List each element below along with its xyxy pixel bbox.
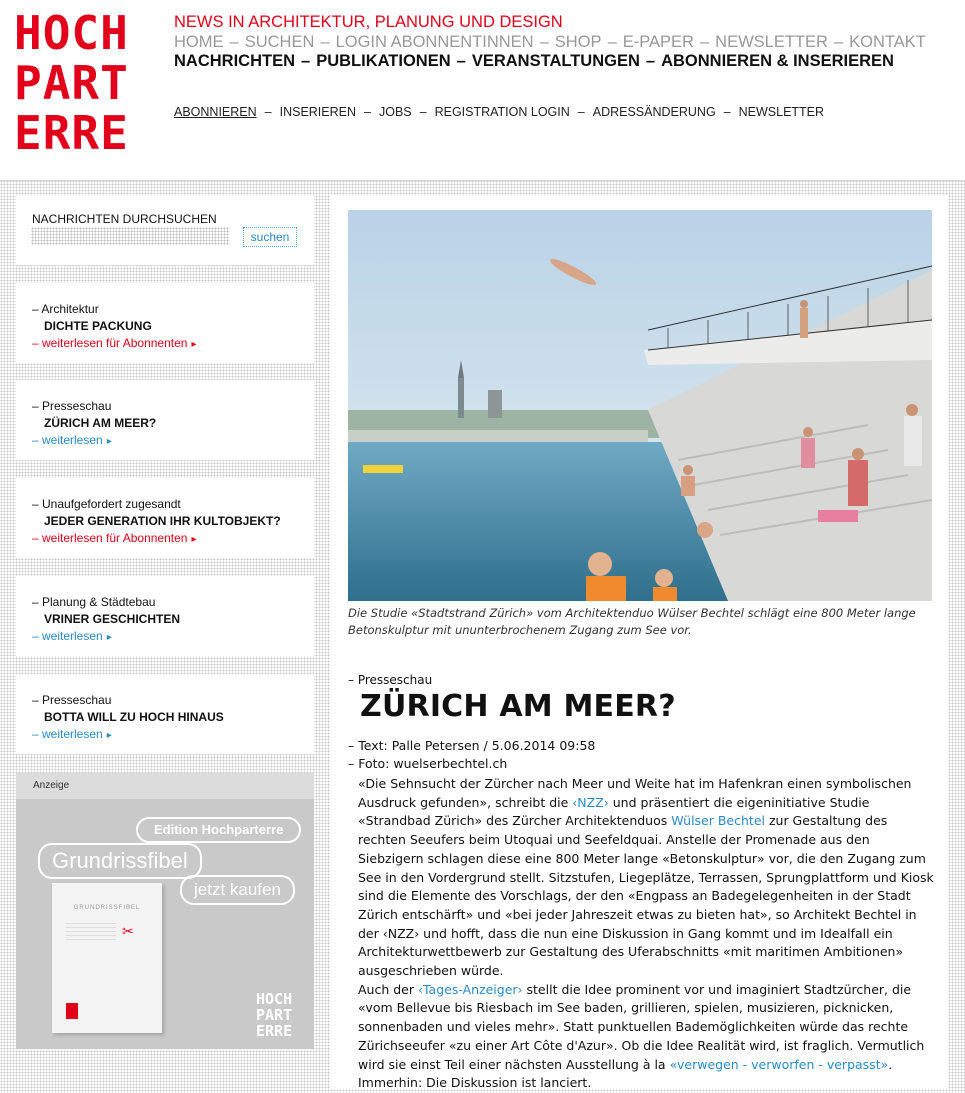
nav-separator: –	[699, 33, 710, 51]
ad-hochparterre-logo	[256, 991, 292, 1039]
news-teaser[interactable]	[16, 380, 314, 460]
nzz-link[interactable]: ‹NZZ›	[572, 794, 609, 810]
scissors-icon: ✂	[122, 923, 134, 939]
nav-separator: –	[364, 105, 371, 119]
read-more-label: – weiterlesen für Abonnenten	[32, 531, 188, 545]
article-body	[358, 775, 938, 1093]
search-input[interactable]	[31, 227, 229, 245]
nav-separator: –	[320, 33, 330, 51]
teaser-read-more-link[interactable]	[32, 432, 112, 450]
ad-product-pill: Grundrissfibel	[38, 843, 202, 879]
teaser-read-more-link[interactable]	[32, 530, 196, 548]
subnav-registration-login[interactable]: REGISTRATION LOGIN	[434, 105, 570, 119]
body-text-segment: und präsentiert die eigeninitiative Studie «Strandbad Zürich» des Zürcher Architektenduos	[358, 794, 870, 829]
teaser-title[interactable]: BOTTA WILL ZU HOCH HINAUS	[44, 710, 224, 724]
logo-line: HOCH	[256, 990, 293, 1008]
article-byline	[348, 737, 595, 773]
nav-separator: –	[577, 105, 585, 119]
body-text-segment: stellt die Idee prominent vor und imaginiert Stadtzürcher, die «vom Bellevue bis Riesbach im See baden, grillieren, spielen, musizieren, picknicken, sonnenbaden und vieles mehr». Statt punktuellen Bademöglichkeiten würde das rechte Zürichseeufer «zu einer Art Côte d'Azur». Ob die Idee Realität wird, ist fraglich. Vermutlich wird sie einst Teil einer nächsten Ausstellung à la	[358, 981, 925, 1072]
nav-separator: –	[419, 105, 427, 119]
teaser-title[interactable]: JEDER GENERATION IHR KULTOBJEKT?	[44, 514, 281, 528]
read-more-label: – weiterlesen für Abonnenten	[32, 336, 188, 350]
logo-line: HOCH	[14, 6, 129, 60]
teaser-title[interactable]: DICHTE PACKUNG	[44, 319, 152, 333]
nav-separator: –	[301, 52, 311, 70]
nav-separator: –	[456, 52, 466, 70]
stadtstrand-rendering-image	[348, 210, 932, 601]
byline-author-date: – Text: Palle Petersen / 5.06.2014 09:58	[348, 738, 596, 753]
nav-separator: –	[264, 105, 272, 119]
nav-shop[interactable]: SHOP	[554, 33, 602, 51]
nav-separator: –	[833, 33, 844, 51]
logo-line: PART	[14, 56, 129, 110]
image-caption: Die Studie «Stadtstrand Zürich» vom Architektenduo Wülser Bechtel schlägt eine 800 Meter lange Betonskulptur mit ununterbrochenem Zugang zum See vor.	[348, 606, 916, 637]
nav-suchen[interactable]: SUCHEN	[244, 33, 315, 51]
news-teaser[interactable]	[16, 576, 314, 656]
nav-veranstaltungen[interactable]: VERANSTALTUNGEN	[471, 52, 640, 70]
arrow-right-icon: ▸	[191, 534, 197, 545]
logo-line: ERRE	[256, 1022, 293, 1040]
top-nav	[174, 33, 926, 52]
nav-kontakt[interactable]: KONTAKT	[849, 33, 926, 51]
nav-separator: –	[723, 105, 731, 119]
arrow-right-icon: ▸	[106, 730, 112, 741]
body-text-segment: «Die Sehnsucht der Zürcher nach Meer und Weite hat im Hafenkran einen symbolischen Ausdruck gefunden», schreibt die	[358, 776, 912, 810]
main-nav	[174, 52, 894, 71]
book-cover-image	[52, 883, 162, 1033]
read-more-label: – weiterlesen	[32, 629, 103, 643]
teaser-read-more-link[interactable]	[32, 628, 112, 646]
subnav-inserieren[interactable]: INSERIEREN	[279, 105, 357, 119]
logo-line: ERRE	[14, 106, 129, 160]
body-text-segment: zur Gestaltung des rechten Seeufers beim Utoquai und Seefeldquai. Anstelle der Promenade aus den Siebzigern schlagen diese eine 800 Meter lange «Betonskulptur» vor, die den Zugang zum See in den Vordergrund stellt. Sitzstufen, Liegeplätze, Terrassen, Sprungplattform und Kiosk sind die Elemente des Vorschlags, der den «Engpass an Badegelegenheiten in der Stadt Zürich entschärft» und «bei jeder Jahreszeit etwas zu bieten hat», so Architekt Bechtel in der ‹NZZ› und hofft, dass die nun eine Diskussion in Gang kommt und im Idealfall ein Architekturwettbewerb zur Gestaltung des Uferabschnitts «mit maritimen Ambitionen» ausgeschrieben würde.	[358, 813, 934, 979]
news-teaser[interactable]	[16, 283, 314, 363]
teaser-title[interactable]: ZÜRICH AM MEER?	[44, 416, 157, 430]
sub-nav	[174, 105, 824, 119]
news-teaser[interactable]	[16, 478, 314, 558]
book-text-lines	[66, 923, 116, 943]
article-title: ZÜRICH AM MEER?	[360, 689, 676, 724]
nav-home[interactable]: HOME	[174, 33, 224, 51]
tages-anzeiger-link[interactable]: ‹Tages-Anzeiger›	[417, 981, 523, 997]
nav-separator: –	[645, 52, 656, 70]
teaser-category: – Presseschau	[32, 399, 112, 413]
read-more-label: – weiterlesen	[32, 433, 103, 447]
teaser-category: – Architektur	[32, 302, 99, 316]
article-category: – Presseschau	[348, 673, 433, 687]
ad-buy-now-pill[interactable]: jetzt kaufen	[180, 875, 295, 905]
teaser-title[interactable]: VRINER GESCHICHTEN	[44, 612, 181, 626]
nav-nachrichten[interactable]: NACHRICHTEN	[174, 52, 295, 70]
teaser-category: – Planung & Städtebau	[32, 595, 156, 609]
nav-separator: –	[607, 33, 617, 51]
nav-separator: –	[539, 33, 549, 51]
subnav-adressaenderung[interactable]: ADRESSÄNDERUNG	[592, 105, 716, 119]
ad-label: Anzeige	[16, 773, 314, 799]
teaser-read-more-link[interactable]	[32, 726, 112, 744]
teaser-category: – Presseschau	[32, 693, 112, 707]
byline-photo-credit: – Foto: wuelserbechtel.ch	[348, 756, 508, 771]
arrow-right-icon: ▸	[106, 436, 112, 447]
article-paragraph	[358, 981, 938, 1093]
nav-newsletter[interactable]: NEWSLETTER	[715, 33, 828, 51]
arrow-right-icon: ▸	[106, 632, 112, 643]
nav-abonnieren-inserieren[interactable]: ABONNIEREN & INSERIEREN	[661, 52, 894, 70]
verwegen-verworfen-verpasst-link[interactable]: «verwegen - verworfen - verpasst»	[669, 1056, 889, 1072]
hochparterre-logo[interactable]	[14, 8, 160, 158]
article-main	[330, 195, 948, 1089]
article-paragraph	[358, 775, 938, 981]
subnav-jobs[interactable]: JOBS	[378, 105, 412, 119]
nav-login[interactable]: LOGIN ABONNENTINNEN	[335, 33, 534, 51]
logo-line: PART	[256, 1006, 293, 1024]
subnav-abonnieren[interactable]: ABONNIEREN	[174, 105, 257, 119]
news-teaser[interactable]	[16, 674, 314, 754]
nav-epaper[interactable]: E-PAPER	[622, 33, 694, 51]
ad-edition-pill: Edition Hochparterre	[136, 817, 301, 843]
advertisement-banner[interactable]	[16, 773, 314, 1049]
subnav-newsletter[interactable]: NEWSLETTER	[738, 105, 825, 119]
body-text-segment: . Immerhin: Die Diskussion ist lanciert.	[358, 1056, 893, 1091]
wuelser-bechtel-link[interactable]: Wülser Bechtel	[671, 813, 765, 829]
search-panel	[16, 195, 314, 265]
site-header	[0, 0, 965, 181]
search-title: NACHRICHTEN DURCHSUCHEN	[32, 212, 217, 226]
teaser-category: – Unaufgefordert zugesandt	[32, 497, 181, 511]
arrow-right-icon: ▸	[191, 339, 197, 350]
nav-separator: –	[229, 33, 239, 51]
search-button[interactable]: suchen	[243, 227, 297, 247]
read-more-label: – weiterlesen	[32, 727, 103, 741]
book-logo-mark	[66, 1003, 78, 1019]
hero-image	[348, 210, 932, 601]
book-title: GRUNDRISSFIBEL	[73, 905, 141, 911]
body-text-segment: Auch der	[358, 981, 418, 997]
nav-publikationen[interactable]: PUBLIKATIONEN	[316, 52, 451, 70]
teaser-read-more-link[interactable]	[32, 335, 196, 353]
site-tagline: NEWS IN ARCHITEKTUR, PLANUNG UND DESIGN	[174, 13, 563, 31]
